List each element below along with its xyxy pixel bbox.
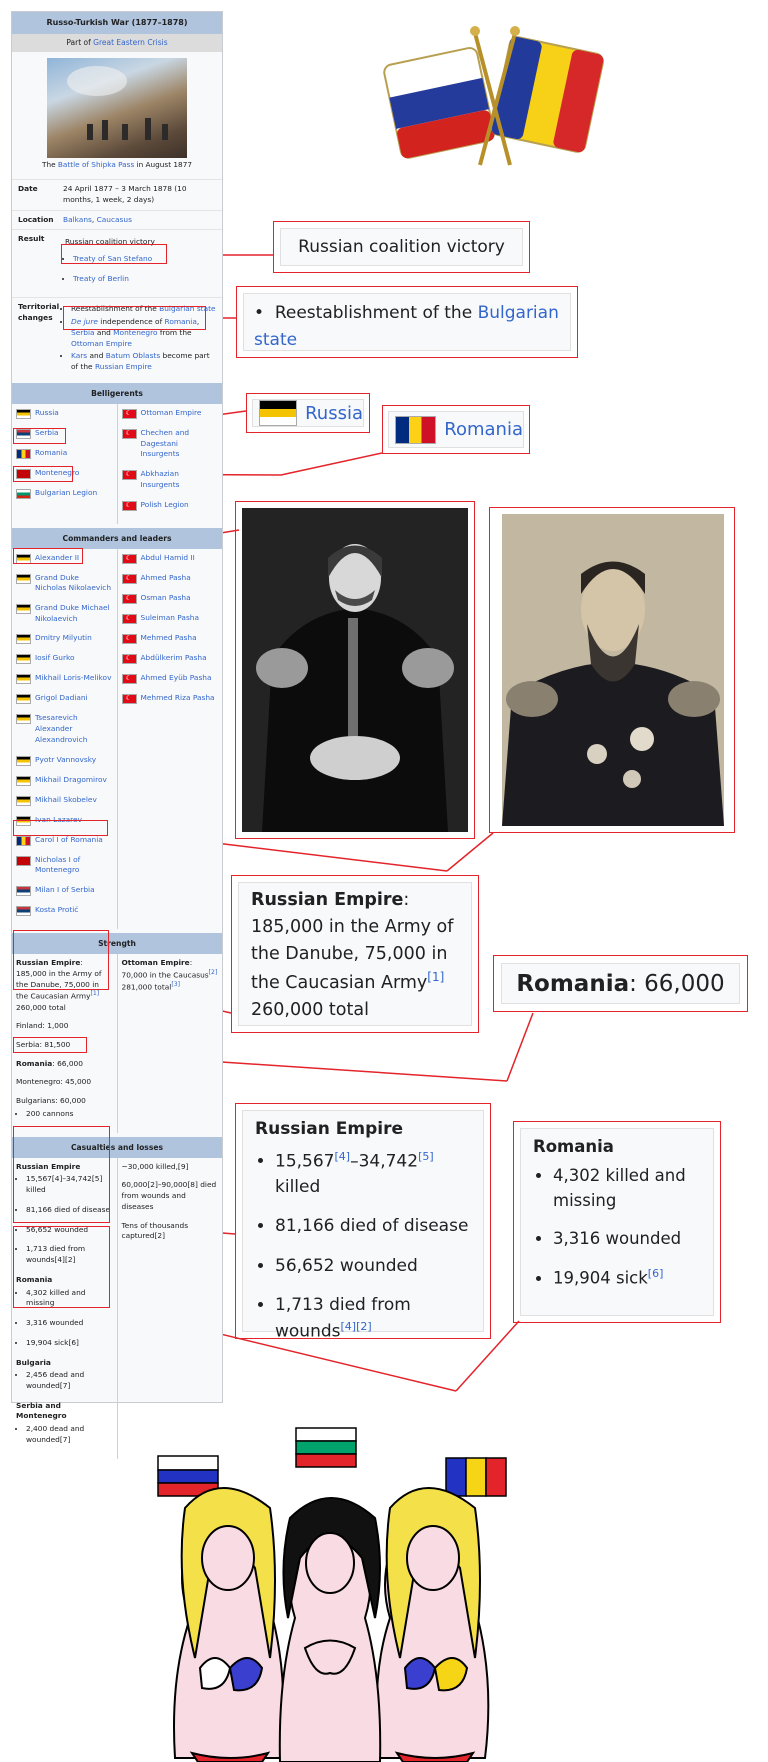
belligerent-montenegro[interactable]: Montenegro — [35, 467, 80, 477]
ottoman-flag-icon — [122, 614, 137, 624]
commanders-header: Commanders and leaders — [12, 528, 222, 549]
infobox-part-of: Part of Great Eastern Crisis — [12, 34, 222, 53]
commander-link[interactable]: Mehmed Pasha — [140, 632, 197, 642]
commander-link[interactable]: Mikhail Loris-Melikov — [35, 673, 112, 683]
ottoman-empire-link[interactable]: Ottoman Empire — [71, 338, 132, 348]
russia-flag-icon — [259, 400, 297, 426]
commander-link[interactable]: Milan I of Serbia — [35, 885, 95, 895]
belligerent-ottoman[interactable]: Ottoman Empire — [140, 407, 202, 417]
russia-flag-icon — [16, 634, 31, 644]
strength-serbia: Serbia: 81,500 — [16, 1040, 71, 1050]
zoom-russia-frame — [246, 393, 370, 433]
commander-item — [16, 693, 113, 704]
belligerent-chechen[interactable]: Chechen and Dagestani Insurgents — [140, 427, 190, 459]
zoom-cas-russia-title: Russian Empire — [255, 1119, 403, 1139]
commander-item — [122, 613, 219, 624]
zoom-romania-label: Romania — [444, 419, 523, 440]
ottoman-flag-icon — [122, 634, 137, 644]
commander-link[interactable]: Grand Duke Nicholas Nikolaevich — [35, 572, 112, 593]
zoom-russia-label: Russia — [305, 402, 363, 424]
strength-bulgarians: Bulgarians: 60,000 — [16, 1096, 86, 1106]
commander-item — [16, 633, 113, 644]
commander-link[interactable]: Grand Duke Michael Nikolaevich — [35, 603, 110, 623]
result-value: Russian coalition victory — [65, 237, 155, 247]
commander-link[interactable]: Abdülkerim Pasha — [140, 652, 207, 662]
zoom-cas-ru-disease: • 81,166 died of disease — [275, 1214, 471, 1240]
zoom-strength-russia-frame — [231, 875, 479, 1033]
cas-ru-item: • 1,713 died from wounds[4][2] — [26, 1244, 113, 1265]
highlight-strength-romania — [13, 1037, 87, 1053]
commander-link[interactable]: Mikhail Dragomirov — [35, 774, 107, 784]
cartoon-illustration — [130, 1418, 530, 1762]
zoom-cas-ro-wounded: • 3,316 wounded — [553, 1227, 701, 1252]
cas-serbia-montenegro-title: Serbia and Montenegro — [16, 1400, 67, 1421]
strength-russia: Russian Empire: 185,000 in the Army of the Danube, 75,000 in the Caucasian Army[1] 260,000 total — [16, 958, 102, 1012]
zoom-cas-ro-sick: • 19,904 sick[6] — [553, 1266, 701, 1291]
strength-finland: Finland: 1,000 — [16, 1021, 69, 1031]
serbia-flag-icon — [16, 906, 31, 916]
alexander-ii-photo — [242, 508, 468, 832]
zoom-cas-ru-died-wounds: • 1,713 died from wounds[4][2] — [275, 1293, 471, 1345]
russia-flag-icon — [16, 714, 31, 724]
commander-link[interactable]: Grigol Dadiani — [35, 693, 88, 703]
zoom-strength-romania-text: Romania : 66,000 — [501, 963, 740, 1004]
alexander-photo-frame — [235, 501, 475, 839]
commander-item — [16, 835, 113, 846]
date-row: Date 24 April 1877 – 3 March 1878 (10 months, 1 week, 2 days) — [12, 179, 222, 209]
strength-romania: Romania: 66,000 — [16, 1058, 83, 1068]
casualties-header: Casualties and losses — [12, 1137, 222, 1158]
highlight-territorial — [63, 306, 206, 330]
belligerent-romania[interactable]: Romania — [35, 447, 68, 457]
belligerent-polish[interactable]: Polish Legion — [140, 499, 189, 509]
ottoman-flag-icon — [122, 654, 137, 664]
commander-link[interactable]: Ahmed Pasha — [140, 572, 191, 582]
carol-photo-frame — [489, 507, 735, 833]
caucasus-link[interactable]: Caucasus — [96, 214, 132, 224]
cas-bg-item: • 2,456 dead and wounded[7] — [26, 1370, 113, 1391]
romania-flag-icon — [16, 836, 31, 846]
cas-ro-item: • 19,904 sick[6] — [26, 1338, 113, 1349]
commander-item — [122, 653, 219, 664]
commander-item — [122, 693, 219, 704]
russia-flag-icon — [16, 776, 31, 786]
shipka-pass-link[interactable]: Battle of Shipka Pass — [57, 160, 135, 170]
highlight-result — [61, 244, 167, 264]
ottoman-flag-icon — [122, 470, 137, 480]
zoom-cas-ru-wounded: • 56,652 wounded — [275, 1254, 471, 1280]
commander-item — [122, 593, 219, 604]
treaty-san-stefano-link[interactable]: Treaty of San Stefano — [73, 253, 153, 263]
russia-flag-icon — [16, 574, 31, 584]
commander-item — [122, 633, 219, 644]
strength-montenegro: Montenegro: 45,000 — [16, 1077, 92, 1087]
ottoman-flag-icon — [122, 594, 137, 604]
commander-item — [16, 603, 113, 624]
highlight-carol — [13, 820, 108, 836]
commander-item — [16, 855, 113, 876]
zoom-result-frame — [273, 221, 530, 273]
great-eastern-crisis-link[interactable]: Great Eastern Crisis — [93, 37, 168, 47]
strength-header: Strength — [12, 933, 222, 954]
battle-painting — [47, 58, 187, 158]
zoom-romania-frame — [382, 405, 530, 454]
cas-romania-title: Romania — [16, 1274, 53, 1284]
russia-flag-icon — [16, 604, 31, 614]
romania-flag-icon — [446, 1458, 506, 1496]
serbia-flag-icon — [16, 886, 31, 896]
highlight-alexander — [13, 548, 83, 564]
infobox-title: Russo-Turkish War (1877–1878) — [12, 12, 222, 34]
strength-cannons: • 200 cannons — [26, 1109, 113, 1120]
zoom-result-text: Russian coalition victory — [280, 228, 523, 266]
commander-link[interactable]: Suleiman Pasha — [140, 612, 200, 622]
bulgaria-flag-icon — [16, 489, 31, 499]
commander-item — [16, 885, 113, 896]
commander-item — [16, 673, 113, 684]
cas-ro-item: • 3,316 wounded — [26, 1318, 113, 1329]
belligerent-russia[interactable]: Russia — [35, 407, 59, 417]
commander-item — [16, 713, 113, 745]
belligerents — [12, 404, 222, 524]
commander-item — [16, 905, 113, 916]
cas-ottoman-captured: Tens of thousands captured[2] — [121, 1220, 189, 1241]
romania-link[interactable]: Romania — [164, 317, 197, 327]
zoom-territorial-text: • Reestablishment of the Bulgarian state — [243, 293, 571, 351]
ottoman-flag-icon — [122, 674, 137, 684]
commanders — [12, 549, 222, 930]
highlight-cas-romania — [13, 1226, 110, 1308]
cas-ottoman-killed: ~30,000 killed,[9] — [121, 1161, 189, 1171]
highlight-strength-russia — [13, 930, 109, 990]
ottoman-flag-icon — [122, 554, 137, 564]
strength-ottoman: Ottoman Empire: 70,000 in the Caucasus[2] 281,000 total[3] — [121, 958, 218, 992]
highlight-cas-russia — [13, 1126, 110, 1223]
batum-link[interactable]: Batum Oblasts — [105, 351, 161, 361]
russia-flag-icon — [16, 409, 31, 419]
russian-empire-link[interactable]: Russian Empire — [94, 362, 152, 372]
image-caption: The Battle of Shipka Pass in August 1877 — [42, 160, 192, 170]
zoom-cas-ru-killed: • 15,567[4]–34,742[5] killed — [275, 1149, 471, 1201]
commander-item — [16, 755, 113, 766]
cas-ro-item: • 4,302 killed and missing — [26, 1288, 113, 1309]
commander-link[interactable]: Alexander II — [35, 552, 80, 562]
ottoman-flag-icon — [122, 501, 137, 511]
zoom-territorial-frame — [236, 286, 578, 358]
zoom-cas-russia-frame — [235, 1103, 491, 1342]
result-row: Result Russian coalition victory • Treaty of San Stefano • Treaty of Berlin — [12, 229, 222, 297]
commander-link[interactable]: Ahmed Eyüb Pasha — [140, 672, 212, 682]
zoom-cas-romania-title: Romania — [533, 1137, 614, 1156]
location-row: Location Balkans, Caucasus — [12, 210, 222, 230]
belligerent-serbia[interactable]: Serbia — [35, 427, 59, 437]
romania-flag-icon — [16, 449, 31, 459]
cas-russia-title: Russian Empire — [16, 1161, 81, 1171]
cas-ottoman-died: 60,000[2]–90,000[8] died from wounds and diseases — [121, 1180, 217, 1211]
bulgaria-flag-icon — [296, 1428, 356, 1467]
commander-link[interactable]: Carol I of Romania — [35, 834, 103, 844]
montenegro-flag-icon — [16, 856, 31, 866]
commander-link[interactable]: Abdul Hamid II — [140, 552, 195, 562]
cas-ru-item: • 15,567[4]–34,742[5] killed — [26, 1174, 113, 1195]
highlight-russia — [13, 428, 66, 444]
cas-ru-item: • 81,166 died of disease — [26, 1205, 113, 1216]
ottoman-flag-icon — [122, 409, 137, 419]
commander-link[interactable]: Mikhail Skobelev — [35, 794, 97, 804]
commander-link[interactable]: Tsesarevich Alexander Alexandrovich — [35, 713, 88, 744]
belligerents-header: Belligerents — [12, 383, 222, 404]
commander-item — [16, 573, 113, 594]
ottoman-flag-icon — [122, 574, 137, 584]
commander-item — [122, 553, 219, 564]
commander-link[interactable]: Kosta Protić — [35, 905, 79, 915]
balkans-link[interactable]: Balkans — [63, 214, 92, 224]
commander-link[interactable]: Osman Pasha — [140, 592, 191, 602]
commander-link[interactable]: Nicholas I of Montenegro — [35, 854, 81, 875]
cas-ru-item: • 56,652 wounded — [26, 1225, 113, 1236]
territorial-row: Territorial changes • Reestablishment of the Bulgarian state • De jure independence of Romania, Serbia and Montenegro from the Ottoman Empire • Kars and Batum Oblasts become part of the Russian Empire — [12, 297, 222, 378]
commander-item — [122, 573, 219, 584]
treaty-berlin-link[interactable]: Treaty of Berlin — [73, 273, 129, 283]
romania-flag-icon — [395, 416, 436, 444]
cas-bulgaria-title: Bulgaria — [16, 1357, 51, 1367]
ottoman-flag-icon — [122, 429, 137, 439]
bulgarian-state-link[interactable]: Bulgarian state — [159, 304, 216, 314]
zoom-strength-romania-frame — [493, 955, 748, 1012]
crossed-flags-pin — [380, 15, 610, 175]
russia-flag-icon — [16, 756, 31, 766]
zoom-cas-ro-killed: • 4,302 killed and missing — [553, 1164, 701, 1214]
zoom-strength-russia-text: Russian Empire: 185,000 in the Army of the Danube, 75,000 in the Caucasian Army[1] 260,000 total — [238, 882, 472, 1026]
ottoman-flag-icon — [122, 694, 137, 704]
commander-item — [16, 795, 113, 806]
commander-link[interactable]: Ivan Lazarev — [35, 814, 82, 824]
belligerent-abkhazian[interactable]: Abkhazian Insurgents — [140, 469, 180, 489]
commander-link[interactable]: Iosif Gurko — [35, 653, 75, 663]
highlight-romania — [13, 466, 73, 482]
commander-link[interactable]: Pyotr Vannovsky — [35, 754, 97, 764]
russia-flag-icon — [16, 654, 31, 664]
commander-link[interactable]: Mehmed Riza Pasha — [140, 692, 215, 702]
zoom-cas-romania-frame — [513, 1121, 721, 1323]
russia-flag-icon — [16, 796, 31, 806]
russia-flag-icon — [16, 694, 31, 704]
russia-flag-icon — [16, 674, 31, 684]
commander-item — [16, 653, 113, 664]
serbia-link[interactable]: Serbia — [71, 327, 95, 337]
commander-item — [16, 775, 113, 786]
montenegro-link[interactable]: Montenegro — [113, 327, 158, 337]
commander-item — [122, 673, 219, 684]
carol-i-photo — [502, 514, 724, 826]
cas-sm-item: • 2,400 dead and wounded[7] — [26, 1424, 113, 1445]
belligerent-bulgarian-legion[interactable]: Bulgarian Legion — [35, 487, 98, 497]
commander-link[interactable]: Dmitry Milyutin — [35, 633, 92, 643]
kars-link[interactable]: Kars — [71, 351, 88, 361]
